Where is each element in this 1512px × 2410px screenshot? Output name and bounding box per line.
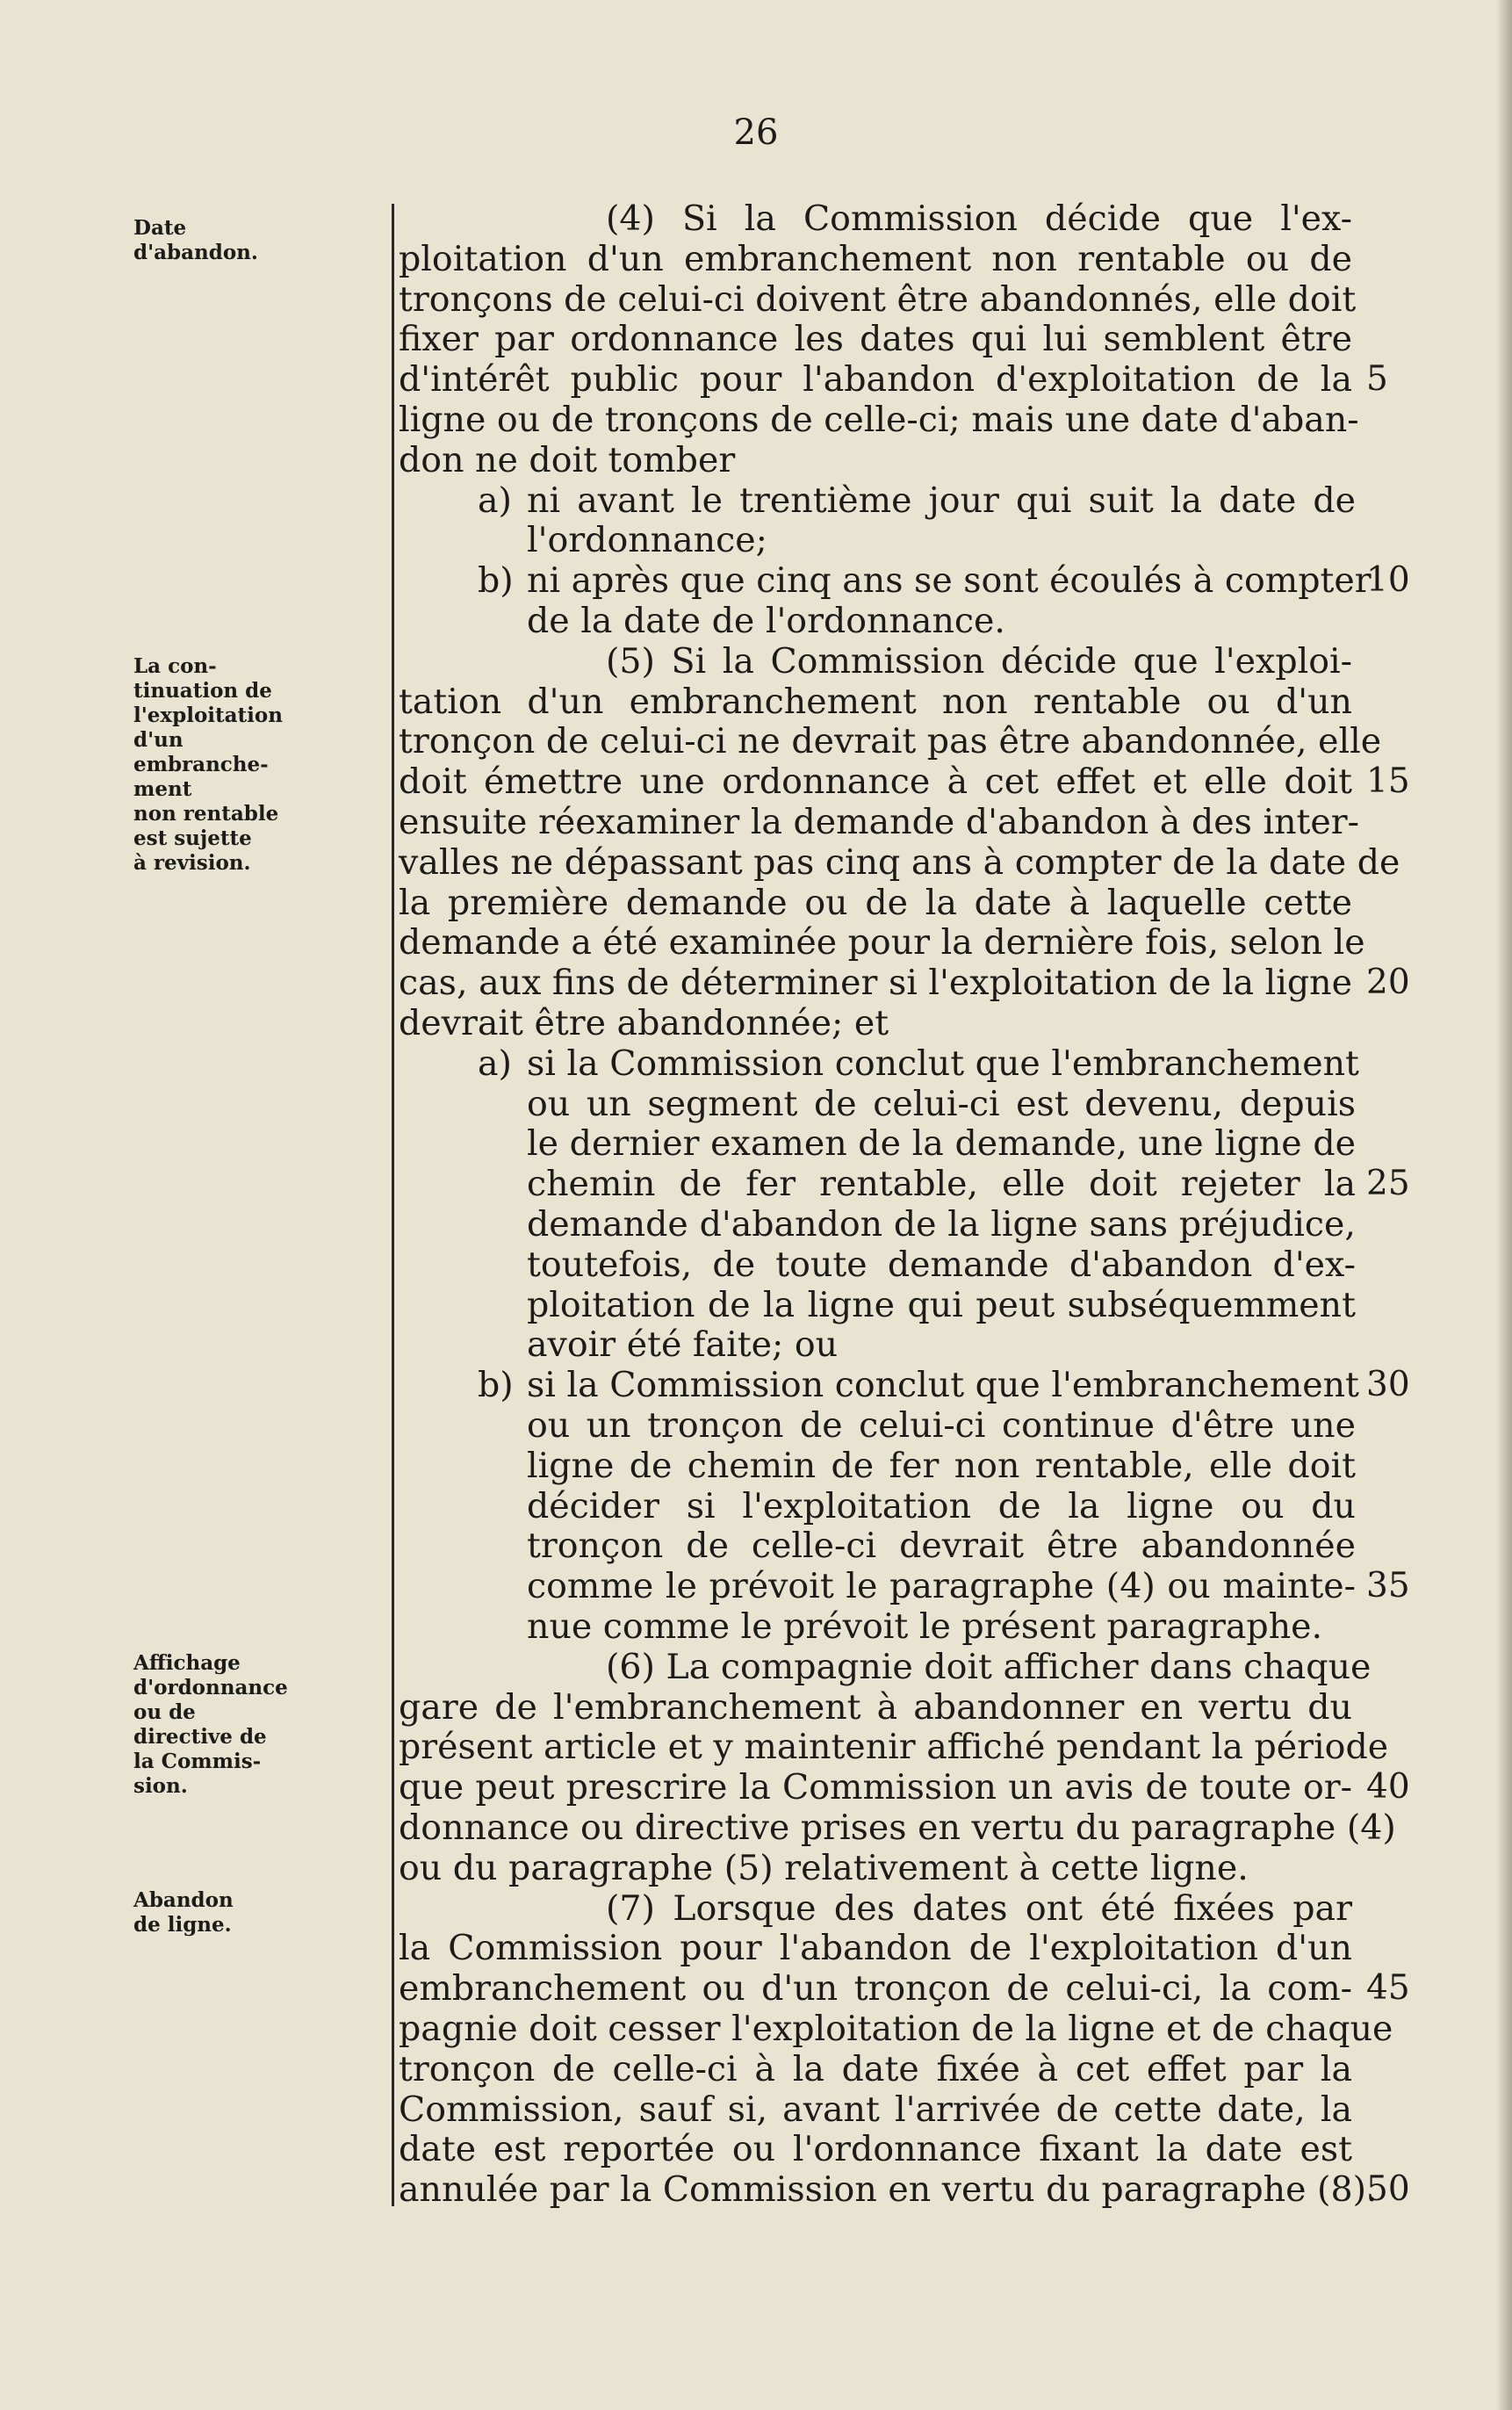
margin-note-line: embranche- [133,753,269,776]
line-number: 5 [1366,359,1388,400]
text-line: doit émettre une ordonnance à cet effet et elle doit [399,761,1352,803]
text-line: (7) Lorsque des dates ont été fixées par [606,1887,1352,1929]
margin-note [133,654,309,876]
text-line: comme le prévoit le paragraphe (4) ou mainte- [527,1566,1356,1607]
item-label: b) [478,560,514,602]
margin-note-line: sion. [133,1774,188,1798]
line-number: 30 [1366,1365,1410,1405]
text-line: ligne ou de tronçons de celle-ci; mais une date d'aban- [399,400,1359,440]
page-edge-shadow [1496,0,1512,2410]
text-line: le dernier examen de la demande, une ligne de [527,1123,1356,1165]
margin-note-line: Date [133,216,187,240]
margin-note-line: Abandon [133,1888,234,1912]
text-line: date est reportée ou l'ordonnance fixant la date est [399,2129,1352,2170]
text-line: ligne de chemin de fer non rentable, elle doit [527,1445,1356,1486]
text-line: la première demande ou de la date à laquelle cette [399,882,1352,923]
line-number: 35 [1366,1566,1410,1606]
text-line: cas, aux fins de déterminer si l'exploitation de la ligne [399,963,1352,1004]
text-line: (4) Si la Commission décide que l'ex- [606,198,1352,239]
text-line: tronçons de celui-ci doivent être abandonnés, elle doit [399,278,1357,320]
margin-note-line: d'abandon. [133,241,258,264]
margin-note-line: d'un [133,728,184,752]
text-line: pagnie doit cesser l'exploitation de la ligne et de chaque [399,2009,1393,2049]
text-line: tronçon de celui-ci ne devrait pas être abandonnée, elle [399,721,1382,762]
text-line: tronçon de celle-ci devrait être abandonnée [527,1526,1356,1567]
margin-note-line: de ligne. [133,1913,232,1937]
margin-note [133,1651,309,1799]
item-label: b) [478,1365,514,1406]
text-line: demande a été examinée pour la dernière fois, selon le [399,922,1365,963]
margin-note-line: directive de [133,1725,267,1749]
text-line: fixer par ordonnance les dates qui lui semblent être [399,319,1352,360]
line-number: 40 [1366,1767,1410,1808]
margin-note-line: Affichage [133,1651,241,1675]
margin-note [133,1888,309,1937]
text-line: si la Commission conclut que l'embranchement [527,1043,1359,1084]
line-number: 50 [1366,2169,1410,2210]
text-line: tronçon de celle-ci à la date fixée à cet effet par la [399,2048,1352,2089]
text-line: présent article et y maintenir affiché pendant la période [399,1727,1389,1768]
text-line: tation d'un embranchement non rentable ou d'un [399,681,1352,722]
text-line: annulée par la Commission en vertu du paragraphe (8). [399,2169,1378,2211]
text-line: ni avant le trentième jour qui suit la date de [527,480,1356,521]
text-line: (6) La compagnie doit afficher dans chaque [606,1646,1372,1687]
text-line: ou du paragraphe (5) relativement à cette ligne. [399,1847,1249,1888]
margin-note-line: ment [133,777,192,801]
text-line: si la Commission conclut que l'embranchement [527,1365,1359,1406]
margin-note-line: l'exploitation [133,704,283,727]
text-line: ou un segment de celui-ci est devenu, depuis [527,1083,1356,1124]
line-number: 20 [1366,963,1410,1003]
text-line: décider si l'exploitation de la ligne ou du [527,1485,1356,1526]
text-line: ploitation de la ligne qui peut subséquemment [527,1284,1356,1325]
text-line: d'intérêt public pour l'abandon d'exploitation de la [399,359,1352,400]
text-line: que peut prescrire la Commission un avis de toute or- [399,1767,1352,1808]
text-line: Commission, sauf si, avant l'arrivée de cette date, la [399,2089,1352,2130]
text-line: l'ordonnance; [527,520,767,561]
margin-note-line: non rentable [133,802,279,826]
line-number: 10 [1366,560,1410,601]
text-line: ensuite réexaminer la demande d'abandon à des inter- [399,802,1360,842]
margin-note [133,216,309,265]
margin-rule [392,204,394,2206]
margin-note-line: La con- [133,654,217,678]
text-line: donnance ou directive prises en vertu du paragraphe (4) [399,1808,1396,1848]
page-number: 26 [733,112,779,153]
text-line: demande d'abandon de la ligne sans préjudice, [527,1204,1356,1245]
text-line: de la date de l'ordonnance. [527,601,1005,641]
margin-note-line: la Commis- [133,1750,262,1773]
text-line: chemin de fer rentable, elle doit rejeter la [527,1164,1356,1205]
text-line: toutefois, de toute demande d'abandon d'ex- [527,1244,1356,1285]
margin-note-line: tinuation de [133,679,272,703]
line-number: 45 [1366,1968,1410,2009]
item-label: a) [478,480,512,521]
margin-note-line: ou de [133,1700,196,1724]
text-line: embranchement ou d'un tronçon de celui-ci, la com- [399,1968,1352,2010]
text-line: valles ne dépassant pas cinq ans à compter de la date de [399,841,1400,883]
text-line: ou un tronçon de celui-ci continue d'être une [527,1405,1356,1446]
text-line: don ne doit tomber [399,439,736,480]
item-label: a) [478,1043,512,1084]
margin-note-line: d'ordonnance [133,1676,288,1699]
text-line: avoir été faite; ou [527,1324,839,1366]
text-line: (5) Si la Commission décide que l'exploi- [606,640,1352,682]
text-line: gare de l'embranchement à abandonner en vertu du [399,1686,1352,1728]
line-number: 15 [1366,761,1410,802]
text-line: la Commission pour l'abandon de l'exploitation d'un [399,1928,1352,1969]
text-line: nue comme le prévoit le présent paragraphe. [527,1606,1323,1647]
text-line: ni après que cinq ans se sont écoulés à compter [527,560,1372,602]
text-line: devrait être abandonnée; et [399,1003,889,1043]
margin-note-line: est sujette [133,826,252,850]
text-line: ploitation d'un embranchement non rentable ou de [399,238,1352,279]
line-number: 25 [1366,1164,1410,1204]
margin-note-line: à revision. [133,851,251,875]
